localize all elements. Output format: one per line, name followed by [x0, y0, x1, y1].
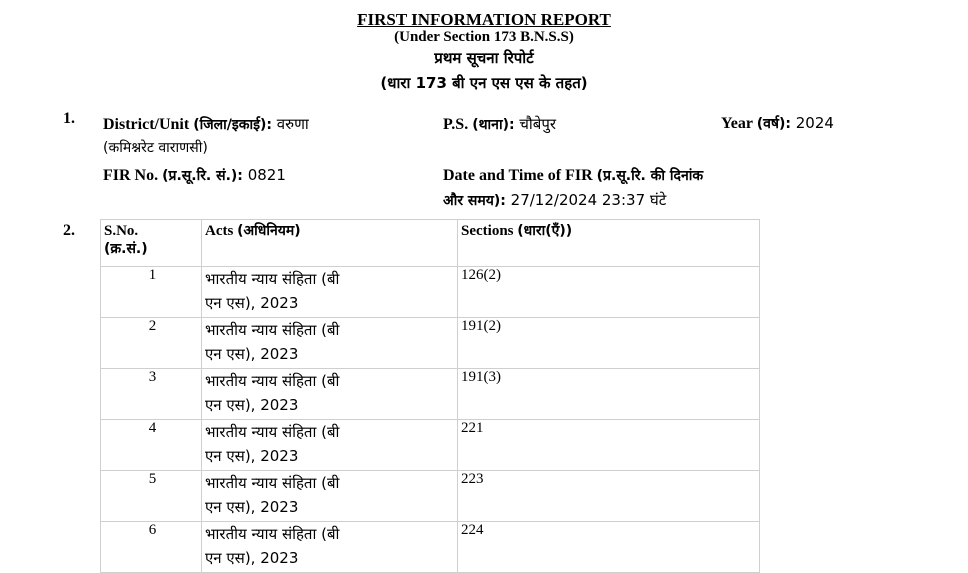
row-act-line2: एन एस), 2023 [205, 498, 299, 516]
row-section: 191(3) [458, 369, 760, 420]
table-row [101, 267, 760, 318]
col-header-sno: S.No. (क्र.सं.) [101, 220, 202, 267]
table-row [101, 420, 760, 471]
row-act [202, 369, 458, 420]
table-row [101, 522, 760, 573]
row-section: 224 [458, 522, 760, 573]
district-value: वरुणा [276, 115, 309, 133]
row-section: 221 [458, 420, 760, 471]
report-title-hindi: प्रथम सूचना रिपोर्ट [434, 49, 534, 67]
row-sno: 3 [101, 369, 202, 420]
row-act-line2: एन एस), 2023 [205, 549, 299, 567]
col-header-sections: Sections (धारा(एँ)) [458, 220, 760, 267]
report-subtitle: (Under Section 173 B.N.S.S) [394, 29, 574, 45]
row-act-line1: भारतीय न्याय संहिता (बी [205, 321, 340, 339]
row-act-line2: एन एस), 2023 [205, 345, 299, 363]
row-act-line1: भारतीय न्याय संहिता (बी [205, 474, 340, 492]
fir-number-field [103, 166, 286, 185]
year-field [721, 114, 834, 133]
row-sno: 6 [101, 522, 202, 573]
row-act-line1: भारतीय न्याय संहिता (बी [205, 423, 340, 441]
acts-sections-table [100, 219, 760, 573]
row-section: 191(2) [458, 318, 760, 369]
year-value: 2024 [795, 114, 834, 132]
row-act [202, 318, 458, 369]
district-label: District/Unit (जिला/इकाई): [103, 116, 272, 133]
fir-datetime-line2 [443, 190, 666, 210]
report-subtitle-hindi: (धारा 173 बी एन एस एस के तहत) [380, 74, 588, 92]
table-header-row [101, 220, 760, 267]
row-act [202, 267, 458, 318]
district-field [103, 114, 309, 134]
row-act-line2: एन एस), 2023 [205, 396, 299, 414]
report-title: FIRST INFORMATION REPORT [357, 10, 611, 29]
row-act-line1: भारतीय न्याय संहिता (बी [205, 372, 340, 390]
row-act-line1: भारतीय न्याय संहिता (बी [205, 270, 340, 288]
row-act [202, 420, 458, 471]
fir-datetime-label: Date and Time of FIR (प्र.सू.रि. की दिनांक [443, 167, 704, 184]
row-sno: 4 [101, 420, 202, 471]
district-value-line2: (कमिश्नरेट वाराणसी) [103, 140, 208, 156]
row-sno: 1 [101, 267, 202, 318]
row-act-line2: एन एस), 2023 [205, 294, 299, 312]
fir-number-value: 0821 [247, 166, 286, 184]
table-row [101, 471, 760, 522]
row-act [202, 471, 458, 522]
row-act-line2: एन एस), 2023 [205, 447, 299, 465]
table-row [101, 318, 760, 369]
row-section: 126(2) [458, 267, 760, 318]
row-section: 223 [458, 471, 760, 522]
row-sno: 5 [101, 471, 202, 522]
table-row [101, 369, 760, 420]
row-sno: 2 [101, 318, 202, 369]
fir-datetime-field [443, 166, 703, 185]
col-header-acts: Acts (अधिनियम) [202, 220, 458, 267]
row-act [202, 522, 458, 573]
row-act-line1: भारतीय न्याय संहिता (बी [205, 525, 340, 543]
section-number-1: 1. [63, 110, 75, 127]
section-number-2: 2. [63, 222, 75, 239]
ps-value: चौबेपुर [519, 115, 556, 133]
fir-datetime-label-line2: और समय): [443, 193, 506, 209]
fir-datetime-value: 27/12/2024 23:37 घंटे [510, 191, 667, 209]
ps-label: P.S. (थाना): [443, 116, 515, 133]
year-label: Year (वर्ष): [721, 115, 791, 132]
police-station-field [443, 114, 556, 134]
fir-number-label: FIR No. (प्र.सू.रि. सं.): [103, 167, 243, 184]
